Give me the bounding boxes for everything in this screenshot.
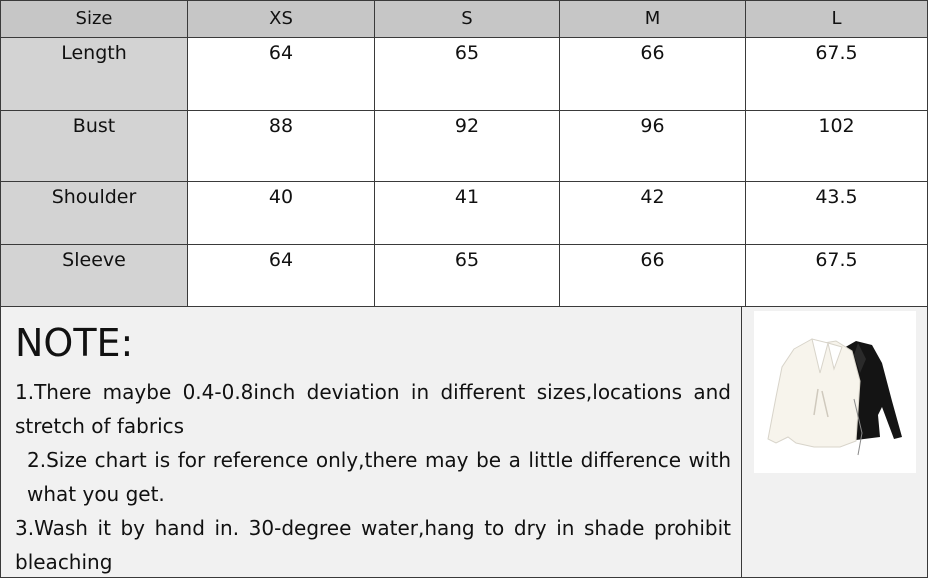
row-label-length: Length [1,38,188,111]
table-cell: 67.5 [746,38,928,111]
product-photo [754,311,916,473]
table-row [1,38,928,111]
table-cell: 65 [375,245,560,308]
table-row [1,111,928,182]
product-photo-panel [742,306,928,578]
table-cell: 42 [560,182,746,245]
header-cell-xs: XS [188,1,375,38]
table-cell: 67.5 [746,245,928,308]
table-cell: 64 [188,38,375,111]
table-cell: 96 [560,111,746,182]
table-cell: 88 [188,111,375,182]
note-item-3: 3.Wash it by hand in. 30-degree water,hang to dry in shade prohibit bleaching [15,516,731,574]
row-label-bust: Bust [1,111,188,182]
header-cell-s: S [375,1,560,38]
table-cell: 65 [375,38,560,111]
white-blouse-icon [768,339,862,455]
note-panel [0,306,742,578]
note-item-1: 1.There maybe 0.4-0.8inch deviation in different sizes,locations and stretch of fabrics [15,380,731,438]
table-row [1,182,928,245]
row-label-shoulder: Shoulder [1,182,188,245]
table-cell: 40 [188,182,375,245]
note-title: NOTE: [15,321,134,365]
blouse-photo-icon [754,311,916,473]
table-cell: 92 [375,111,560,182]
row-label-sleeve: Sleeve [1,245,188,308]
table-cell: 43.5 [746,182,928,245]
header-row [1,1,928,38]
table-cell: 102 [746,111,928,182]
note-item-2: 2.Size chart is for reference only,there may be a little difference with what you get. [27,448,731,506]
table-cell: 41 [375,182,560,245]
table-cell: 66 [560,38,746,111]
header-cell-m: M [560,1,746,38]
table-cell: 64 [188,245,375,308]
header-cell-l: L [746,1,928,38]
table-cell: 66 [560,245,746,308]
note-list [15,375,731,579]
header-cell-size: Size [1,1,188,38]
table-row [1,245,928,308]
